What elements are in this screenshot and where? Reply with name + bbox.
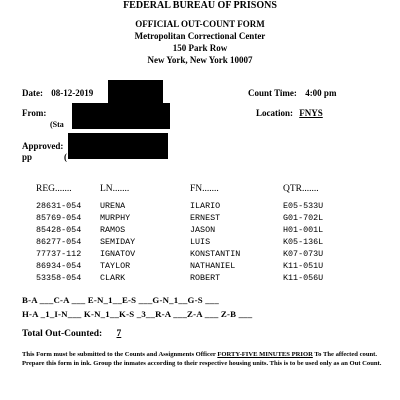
table-row (0, 249, 400, 260)
city-address: New York, New York 10007 (147, 55, 253, 65)
reg-number: 86277-054 (36, 237, 82, 247)
total-value: 7 (116, 329, 122, 339)
table-row (0, 225, 400, 236)
redaction-block (68, 133, 168, 159)
total-out-counted (22, 329, 125, 339)
quarters: G01-702L (283, 213, 324, 223)
last-name: URENA (100, 201, 126, 211)
column-header-qtr: QTR....... (283, 184, 319, 194)
paren-fragment: ( (64, 152, 67, 162)
last-name: RAMOS (100, 225, 126, 235)
count-time-value: 4:00 pm (305, 88, 337, 98)
approved-label: Approved: (22, 141, 64, 151)
table-row (0, 237, 400, 248)
first-name: KONSTANTIN (190, 249, 241, 259)
location-label: Location: (256, 108, 293, 118)
first-name: JASON (190, 225, 216, 235)
quarters: K07-073U (283, 249, 324, 259)
quarters: H01-001L (283, 225, 324, 235)
table-row (0, 213, 400, 224)
column-header-reg: REG....... (36, 184, 72, 194)
from-label: From: (22, 108, 47, 118)
last-name: CLARK (100, 273, 126, 283)
quarters: K11-051U (283, 261, 324, 271)
footer-text-b: To The affected count. Prepare this form in ink. Group the inmates according to their respective housing units. This is to be used only as an Out Count. (22, 351, 382, 367)
total-label: Total Out-Counted: (22, 329, 103, 339)
reg-number: 53358-054 (36, 273, 82, 283)
pp-label: pp (22, 152, 33, 162)
first-name: LUIS (190, 237, 211, 247)
count-time-field (248, 88, 336, 98)
column-header-ln: LN....... (100, 184, 130, 194)
first-name: ERNEST (190, 213, 221, 223)
footer-text-a: This Form must be submitted to the Counts and Assignments Officer (22, 351, 218, 358)
table-row (0, 273, 400, 284)
first-name: ROBERT (190, 273, 221, 283)
last-name: SEMIDAY (100, 237, 136, 247)
last-name: TAYLOR (100, 261, 131, 271)
reg-number: 77737-112 (36, 249, 82, 259)
unit-count-line-2: H-A _1_I-N___ K-N_1__K-S _3__R-A ___Z-A ___ Z-B ___ (22, 309, 253, 319)
street-address: 150 Park Row (172, 43, 228, 53)
last-name: IGNATOV (100, 249, 136, 259)
reg-number: 86934-054 (36, 261, 82, 271)
first-name: NATHANIEL (190, 261, 236, 271)
date-field (22, 88, 93, 98)
count-time-label: Count Time: (248, 88, 297, 98)
location-field (256, 108, 323, 118)
form-title: OFFICIAL OUT-COUNT FORM (135, 19, 265, 29)
reg-number: 28631-054 (36, 201, 82, 211)
table-header (0, 184, 400, 195)
table-row (0, 201, 400, 212)
date-label: Date: (22, 88, 43, 98)
column-header-fn: FN....... (190, 184, 219, 194)
agency-title: FEDERAL BUREAU OF PRISONS (123, 0, 277, 11)
quarters: E05-533U (283, 201, 324, 211)
table-row (0, 261, 400, 272)
reg-number: 85769-054 (36, 213, 82, 223)
date-value: 08-12-2019 (51, 88, 94, 98)
station-fragment: (Sta (50, 120, 64, 129)
reg-number: 85428-054 (36, 225, 82, 235)
institution-name: Metropolitan Correctional Center (134, 31, 266, 41)
redaction-block (72, 103, 170, 129)
unit-count-line-1: B-A ___C-A ___ E-N_1__E-S ___G-N_1__G-S ___ (22, 295, 220, 305)
quarters: K05-136L (283, 237, 324, 247)
quarters: K11-056U (283, 273, 324, 283)
last-name: MURPHY (100, 213, 131, 223)
footer-emphasis: FORTY-FIVE MINUTES PRIOR (217, 351, 313, 358)
location-value: FNYS (299, 108, 323, 118)
footer-instructions (22, 350, 382, 368)
first-name: ILARIO (190, 201, 221, 211)
